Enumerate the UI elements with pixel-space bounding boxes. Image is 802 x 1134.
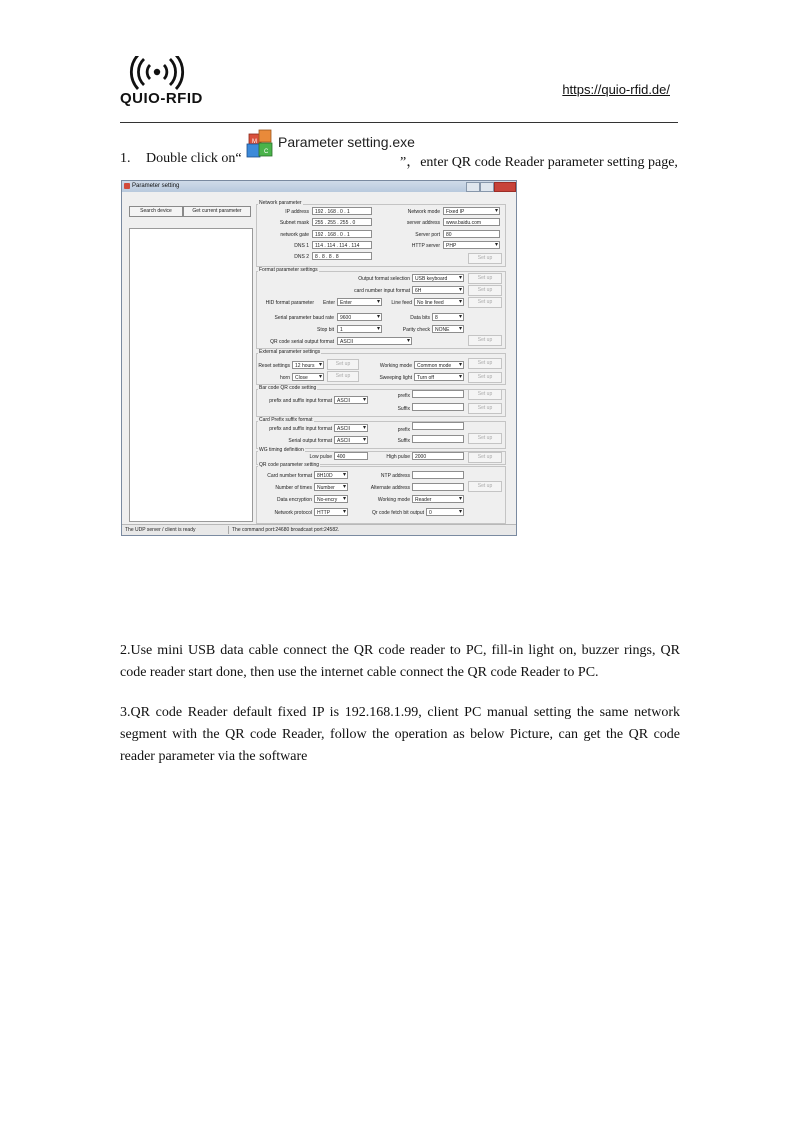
wg-group-label: WG timing definition <box>259 447 304 453</box>
qr-working-mode-label: Working mode <box>377 497 410 503</box>
network-mode-select[interactable]: Fixed IP ▾ <box>443 207 500 215</box>
card-number-format-label: Card number format <box>267 473 312 479</box>
exe-app-icon <box>246 128 276 160</box>
step-number: 1. <box>120 151 131 166</box>
server-address-label: server address <box>406 220 440 226</box>
window-title: Parameter setting <box>132 183 180 189</box>
close-button[interactable] <box>494 182 516 192</box>
horn-set-up-button[interactable]: Set up <box>327 371 359 382</box>
number-of-times-select[interactable]: Number ▾ <box>314 483 348 491</box>
card-prefix-field[interactable] <box>412 422 464 430</box>
qr-working-mode-select[interactable]: Reader ▾ <box>412 495 464 503</box>
status-separator <box>228 526 229 534</box>
sweeping-light-select[interactable]: Turn off ▾ <box>414 373 464 381</box>
step-1-trail-text: ”，enter QR code Reader parameter setting page, <box>400 155 678 170</box>
card-ps-group-label: Card Prefix suffix format <box>259 417 313 423</box>
low-pulse-label: Low pulse <box>309 454 332 460</box>
network-gate-field[interactable]: 192 . 168 . 0 . 1 <box>312 230 372 238</box>
server-port-field[interactable]: 80 <box>443 230 500 238</box>
network-protocol-select[interactable]: HTTP ▾ <box>314 508 348 516</box>
window-titlebar <box>122 181 516 192</box>
qr-serial-format-label: QR code serial output format <box>270 339 334 345</box>
barcode-suffix-set-up-button[interactable]: Set up <box>468 403 502 414</box>
card-suffix-label: Suffix <box>397 438 410 444</box>
line-feed-select[interactable]: No line feed ▾ <box>414 298 464 306</box>
stop-bit-label: Stop bit <box>317 327 334 333</box>
subnet-mask-label: Subnet mask <box>279 220 309 226</box>
barcode-prefix-field[interactable] <box>412 390 464 398</box>
barcode-prefix-suffix-format-select[interactable]: ASCII ▾ <box>334 396 368 404</box>
barcode-group-label: Bar code QR code setting <box>259 385 317 391</box>
status-left: The UDP server / client is ready <box>125 527 196 533</box>
ip-label: IP address <box>285 209 309 215</box>
barcode-suffix-field[interactable] <box>412 403 464 411</box>
device-list[interactable] <box>129 228 253 522</box>
card-serial-output-format-label: Serial output format <box>288 438 332 444</box>
sweeping-set-up-button[interactable]: Set up <box>468 372 502 383</box>
network-group-label: Network parameter <box>259 200 302 206</box>
dns1-field[interactable]: 114 . 114 . 114 . 114 <box>312 241 372 249</box>
svg-text:C: C <box>264 149 269 155</box>
hid-format-label: HID format parameter <box>265 300 314 306</box>
server-port-label: Server port <box>415 232 440 238</box>
logo-text: QUIO-RFID <box>120 90 203 107</box>
barcode-prefix-label: prefix <box>397 393 410 399</box>
qr-serial-format-select[interactable]: ASCII ▾ <box>337 337 412 345</box>
ntp-address-label: NTP address <box>380 473 410 479</box>
parity-check-label: Parity check <box>402 327 430 333</box>
enter-select[interactable]: Enter ▾ <box>337 298 382 306</box>
status-right: The command port:24680 broadcast port:24582. <box>232 527 340 533</box>
data-encryption-label: Data encryption <box>276 497 312 503</box>
low-pulse-field[interactable]: 400 <box>334 452 368 460</box>
company-logo <box>120 56 230 110</box>
network-gate-label: network gate <box>280 232 309 238</box>
baud-rate-select[interactable]: 9600 ▾ <box>337 313 382 321</box>
exe-file-name: Parameter setting.exe <box>278 134 415 150</box>
output-set-up-button[interactable]: Set up <box>468 273 502 284</box>
data-encryption-select[interactable]: No-encry ▾ <box>314 495 348 503</box>
ip-field[interactable]: 192 . 168 . 0 . 1 <box>312 207 372 215</box>
header-divider <box>120 122 678 123</box>
format-group-label: Format parameter settings <box>259 267 318 273</box>
http-server-label: HTTP server <box>411 243 440 249</box>
reset-settings-label: Reset settings <box>258 363 290 369</box>
barcode-prefix-suffix-format-label: prefix and suffix input format <box>269 398 332 404</box>
server-address-field[interactable]: www.baidu.com <box>443 218 500 226</box>
horn-select[interactable]: Close ▾ <box>292 373 324 381</box>
network-mode-label: Network mode <box>407 209 440 215</box>
reset-settings-select[interactable]: 12 hours ▾ <box>292 361 324 369</box>
line-feed-label: Line feed <box>391 300 412 306</box>
card-prefix-suffix-format-label: prefix and suffix input format <box>269 426 332 432</box>
horn-label: horn <box>279 375 290 381</box>
output-format-select[interactable]: USB keyboard ▾ <box>412 274 464 282</box>
paragraph-step-2: 2.Use mini USB data cable connect the QR code reader to PC, fill-in light on, buzzer rings, QR code reader start done, then use the internet cable connect the QR code Reader to PC. <box>120 643 680 680</box>
get-current-parameter-button[interactable]: Get current parameter <box>183 206 251 217</box>
card-ps-set-up-button[interactable]: Set up <box>468 433 502 444</box>
subnet-mask-field[interactable]: 255 . 255 . 255 . 0 <box>312 218 372 226</box>
working-mode-select[interactable]: Common mode ▾ <box>414 361 464 369</box>
alternate-address-field[interactable] <box>412 483 464 491</box>
enter-label: Enter <box>323 300 335 306</box>
baud-rate-label: Serial parameter baud rate <box>274 315 334 321</box>
data-bits-select[interactable]: 8 ▾ <box>432 313 464 321</box>
serial-set-up-button[interactable]: Set up <box>468 335 502 346</box>
svg-text:M: M <box>252 139 257 145</box>
working-mode-label: Working mode <box>379 363 412 369</box>
barcode-suffix-label: Suffix <box>397 406 410 412</box>
card-serial-output-format-select[interactable]: ASCII ▾ <box>334 436 368 444</box>
stop-bit-select[interactable]: 1 ▾ <box>337 325 382 333</box>
app-icon <box>124 183 130 189</box>
sweeping-light-label: Sweeping light <box>379 375 412 381</box>
card-set-up-button[interactable]: Set up <box>468 285 502 296</box>
working-mode-set-up-button[interactable]: Set up <box>468 358 502 369</box>
http-server-select[interactable]: PHP ▾ <box>443 241 500 249</box>
high-pulse-label: High pulse <box>386 454 410 460</box>
website-link[interactable]: https://quio-rfid.de/ <box>562 82 670 97</box>
paragraph-step-3: 3.QR code Reader default fixed IP is 192.168.1.99, client PC manual setting the same network segment with the QR code Reader, follow the operation as below Picture, can get the QR code reader parameter via the software <box>120 705 680 764</box>
barcode-prefix-set-up-button[interactable]: Set up <box>468 389 502 400</box>
high-pulse-field[interactable]: 2000 <box>412 452 464 460</box>
dns1-label: DNS 1 <box>294 243 309 249</box>
card-prefix-label: prefix <box>397 427 410 433</box>
number-of-times-label: Number of times <box>275 485 312 491</box>
maximize-button[interactable] <box>480 182 494 192</box>
minimize-button[interactable] <box>466 182 480 192</box>
parity-check-select[interactable]: NONE ▾ <box>432 325 464 333</box>
alternate-address-label: Alternate address <box>370 485 410 491</box>
hid-set-up-button[interactable]: Set up <box>468 297 502 308</box>
card-number-format-select[interactable]: 8H10D ▾ <box>314 471 348 479</box>
qr-set-up-button[interactable]: Set up <box>468 481 502 492</box>
step-1-lead-text: Double click on“ <box>146 151 242 166</box>
ntp-address-field[interactable] <box>412 471 464 479</box>
card-prefix-suffix-format-select[interactable]: ASCII ▾ <box>334 424 368 432</box>
qr-group-label: QR code parameter setting <box>259 462 320 468</box>
card-suffix-field[interactable] <box>412 435 464 443</box>
external-group-label: External parameter settings <box>259 349 321 355</box>
card-input-format-label: card number input format <box>354 288 410 294</box>
network-set-up-button[interactable]: Set up <box>468 253 502 264</box>
search-device-button[interactable]: Search device <box>129 206 183 217</box>
output-format-label: Output format selection <box>358 276 410 282</box>
qr-fetch-bit-output-select[interactable]: 0 ▾ <box>426 508 464 516</box>
status-bar <box>122 524 516 535</box>
card-input-format-select[interactable]: 6H ▾ <box>412 286 464 294</box>
network-protocol-label: Network protocol <box>274 510 312 516</box>
qr-fetch-bit-output-label: Qr code fetch bit output <box>372 510 424 516</box>
data-bits-label: Data bits <box>410 315 430 321</box>
dns2-label: DNS 2 <box>294 254 309 260</box>
parameter-setting-window <box>121 180 517 536</box>
dns2-field[interactable]: 8 . 8 . 8 . 8 <box>312 252 372 260</box>
step-1-line <box>120 134 680 170</box>
wg-set-up-button[interactable]: Set up <box>468 452 502 463</box>
reset-set-up-button[interactable]: Set up <box>327 359 359 370</box>
